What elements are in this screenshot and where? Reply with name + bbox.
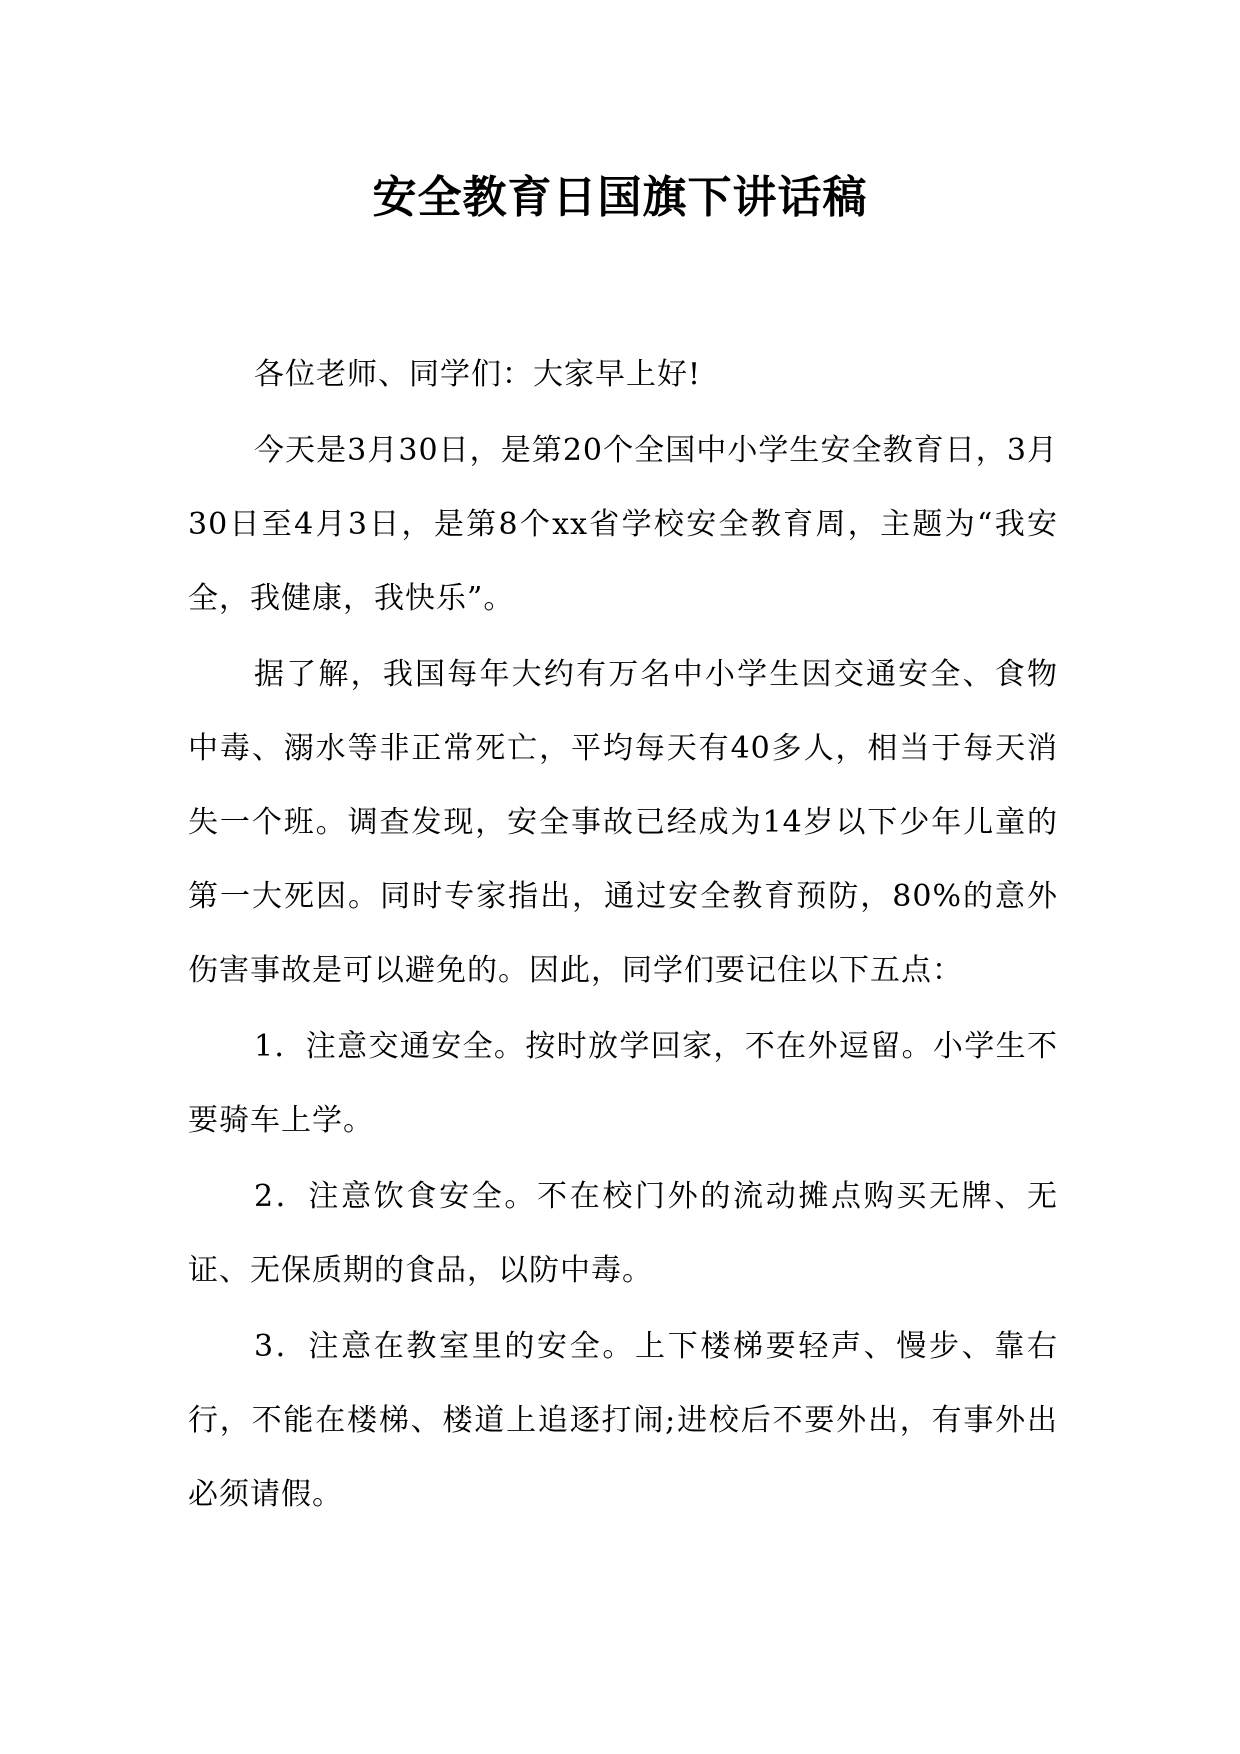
paragraph-point-1: 1．注意交通安全。按时放学回家，不在外逗留。小学生不要骑车上学。 [188, 1029, 1058, 1138]
paragraph-point-2: 2．注意饮食安全。不在校门外的流动摊点购买无牌、无证、无保质期的食品，以防中毒。 [188, 1179, 1058, 1288]
document-body [188, 338, 1058, 1532]
paragraph-intro: 今天是3月30日，是第20个全国中小学生安全教育日，3月30日至4月3日，是第8个xx省学校安全教育周，主题为“我安全，我健康，我快乐”。 [188, 433, 1058, 616]
paragraph-point-3: 3．注意在教室里的安全。上下楼梯要轻声、慢步、靠右行，不能在楼梯、楼道上追逐打闹;进校后不要外出，有事外出必须请假。 [188, 1329, 1058, 1512]
paragraph-greeting: 各位老师、同学们：大家早上好! [254, 357, 702, 392]
document-title: 安全教育日国旗下讲话稿 [372, 172, 868, 223]
paragraph-statistics: 据了解，我国每年大约有万名中小学生因交通安全、食物中毒、溺水等非正常死亡，平均每天有40多人，相当于每天消失一个班。调查发现，安全事故已经成为14岁以下少年儿童的第一大死因。同时专家指出，通过安全教育预防，80%的意外伤害事故是可以避免的。因此，同学们要记住以下五点： [188, 657, 1058, 988]
